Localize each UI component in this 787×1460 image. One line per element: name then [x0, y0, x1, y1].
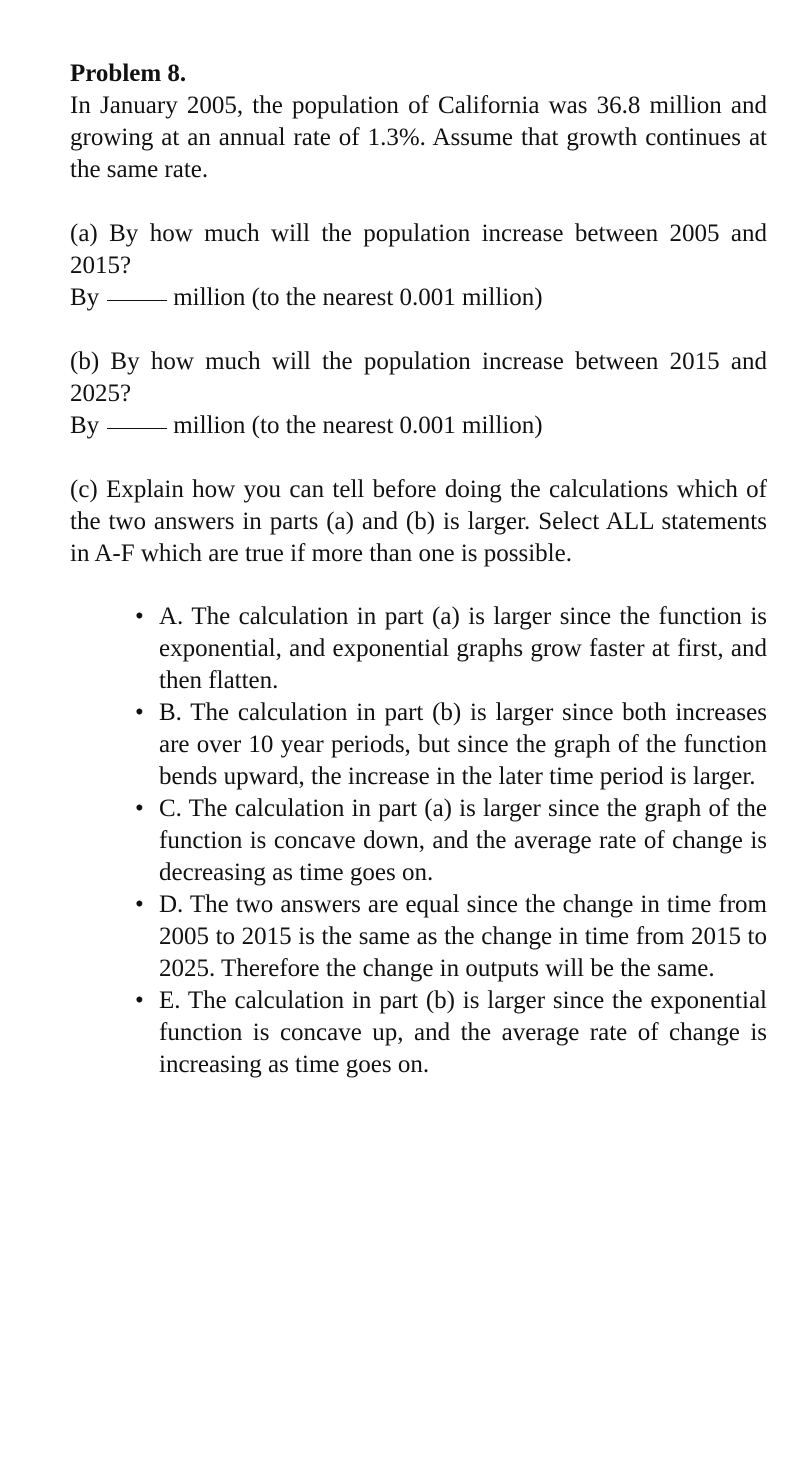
part-b-answer-line	[70, 410, 767, 442]
part-a-answer-blank[interactable]	[107, 300, 167, 301]
choice-d-text: D. The two answers are equal since the change in time from 2005 to 2015 is the same as the change in time from 2015 to 2025. Therefore the change in outputs will be the same.	[159, 891, 767, 982]
part-a-prefix: By	[70, 284, 100, 311]
choice-b-text: B. The calculation in part (b) is larger since both increases are over 10 year periods, but since the graph of the function bends upward, the increase in the later time period is larger.	[159, 699, 767, 790]
problem-title: Problem 8.	[70, 60, 187, 87]
choice-e-text: E. The calculation in part (b) is larger since the exponential function is concave up, and the average rate of change is increasing as time goes on.	[159, 987, 767, 1078]
bullet-icon: •	[135, 603, 144, 630]
spacer	[70, 186, 767, 218]
part-c-question: (c) Explain how you can tell before doing the calculations which of the two answers in parts (a) and (b) is larger. Select ALL statements in A-F which are true if more than one is possible.	[70, 476, 767, 567]
choice-d[interactable]	[135, 889, 767, 985]
choice-c[interactable]	[135, 793, 767, 889]
part-a-suffix: million (to the nearest 0.001 million)	[173, 284, 543, 311]
choice-b[interactable]	[135, 697, 767, 793]
problem-document	[70, 58, 767, 1081]
part-b-prefix: By	[70, 412, 100, 439]
choice-list	[70, 601, 767, 1081]
part-a-answer-line	[70, 282, 767, 314]
bullet-icon: •	[135, 891, 144, 918]
part-b-answer-blank[interactable]	[107, 428, 167, 429]
choice-a-text: A. The calculation in part (a) is larger since the function is exponential, and exponential graphs grow faster at first, and then flatten.	[159, 603, 767, 694]
bullet-icon: •	[135, 795, 144, 822]
bullet-icon: •	[135, 699, 144, 726]
choice-c-text: C. The calculation in part (a) is larger since the graph of the function is concave down, and the average rate of change is decreasing as time goes on.	[159, 795, 767, 886]
part-b-question: (b) By how much will the population increase between 2015 and 2025?	[70, 348, 767, 407]
part-b-suffix: million (to the nearest 0.001 million)	[173, 412, 543, 439]
bullet-icon: •	[135, 987, 144, 1014]
part-a-question: (a) By how much will the population increase between 2005 and 2015?	[70, 220, 767, 279]
spacer	[70, 314, 767, 346]
choice-a[interactable]	[135, 601, 767, 697]
problem-intro: In January 2005, the population of California was 36.8 million and growing at an annual rate of 1.3%. Assume that growth continues at the same rate.	[70, 92, 767, 183]
spacer	[70, 442, 767, 474]
choice-e[interactable]	[135, 985, 767, 1081]
